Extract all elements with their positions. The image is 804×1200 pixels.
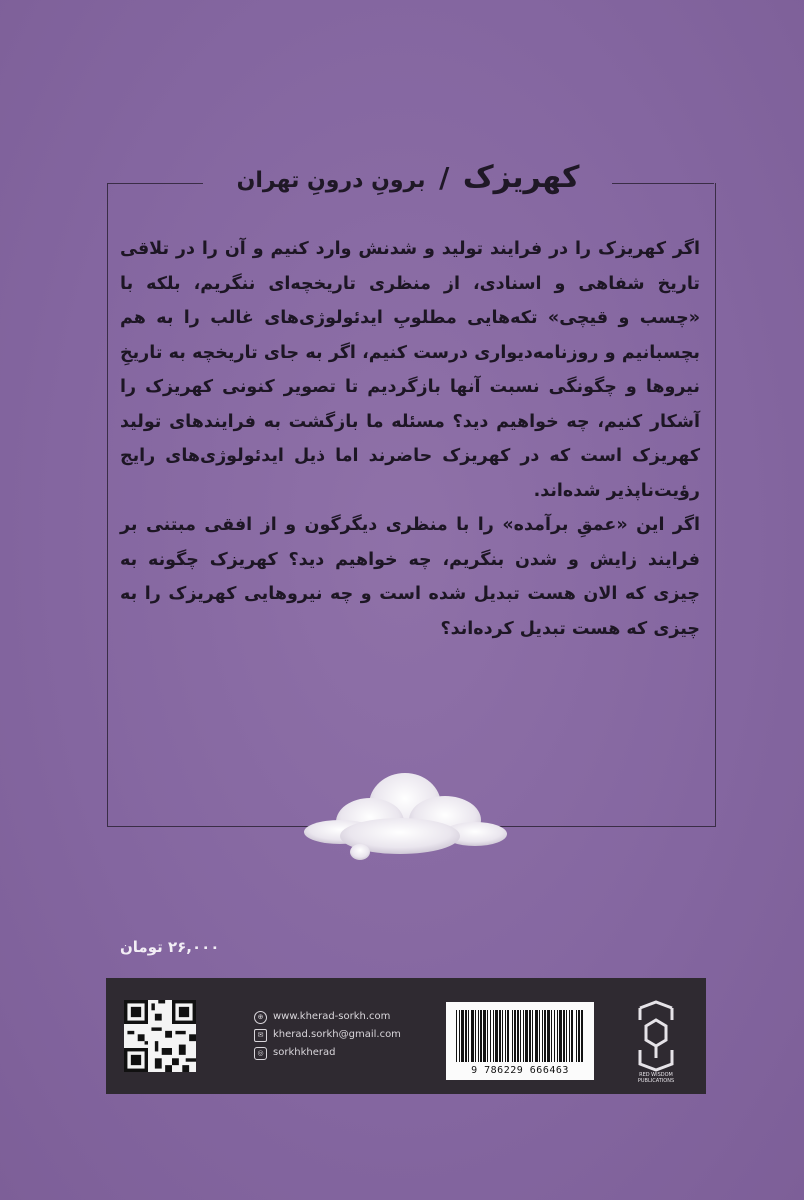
website-row <box>254 1008 424 1026</box>
email-row <box>254 1026 424 1044</box>
cover-header <box>203 160 613 200</box>
isbn-number: 9 786229 666463 <box>471 1065 569 1076</box>
instagram-row <box>254 1044 424 1062</box>
publisher-bar <box>106 978 706 1094</box>
website-text: www.kherad-sorkh.com <box>273 1011 391 1022</box>
book-subtitle: برونِ درونِ تهران <box>236 168 426 193</box>
barcode-bars <box>446 1008 594 1068</box>
price-label: ۲۶,۰۰۰ تومان <box>120 938 220 956</box>
publisher-logo-icon <box>634 1000 678 1072</box>
frame-top-right-line <box>612 183 714 184</box>
frame-top-left-line <box>107 183 203 184</box>
isbn-barcode <box>446 1002 594 1080</box>
instagram-icon: ◎ <box>254 1047 267 1060</box>
publisher-name: RED WISDOM PUBLICATIONS <box>637 1072 675 1084</box>
book-title: کهریزک <box>462 160 580 195</box>
blurb-text <box>120 232 700 646</box>
title-separator: / <box>439 161 450 194</box>
globe-icon: ⊕ <box>254 1011 267 1024</box>
cloud-image <box>300 760 510 870</box>
email-icon: ✉ <box>254 1029 267 1042</box>
blurb-paragraph-2: اگر این «عمقِ برآمده» را با منظری دیگرگون و از افقی مبتنی بر فرایند زایش و شدن بنگریم، چه خواهیم دید؟ کهریزک چگونه به چیزی که الان هست تبدیل شده است و چه نیروهایی کهریزک را به چیزی که هست تبدیل کرده‌اند؟ <box>120 515 700 639</box>
email-text: kherad.sorkh@gmail.com <box>273 1029 401 1040</box>
instagram-text: sorkhkherad <box>273 1047 336 1058</box>
qr-code <box>124 1000 196 1072</box>
contact-info <box>254 1008 424 1062</box>
blurb-paragraph-1: اگر کهریزک را در فرایند تولید و شدنش وارد کنیم و آن را در تلاقی تاریخ شفاهی و اسنادی، از منظری تاریخچه‌ای ننگریم، بلکه با «چسب و قیچی» تکه‌هایی مطلوبِ ایدئولوژی‌های غالب را به هم بچسبانیم و روزنامه‌دیواری درست کنیم، اگر به جای تاریخچه به تاریخِ نیروها و چگونگی نسبت آنها بازگردیم تا تصویر کنونی کهریزک را آشکار کنیم، چه خواهیم دید؟ مسئله ما بازگشت به فرایندهای تولید کهریزک است که در کهریزک حاضرند اما ذیل ایدئولوژی‌های رایج رؤیت‌ناپذیر شده‌اند. <box>120 239 700 501</box>
